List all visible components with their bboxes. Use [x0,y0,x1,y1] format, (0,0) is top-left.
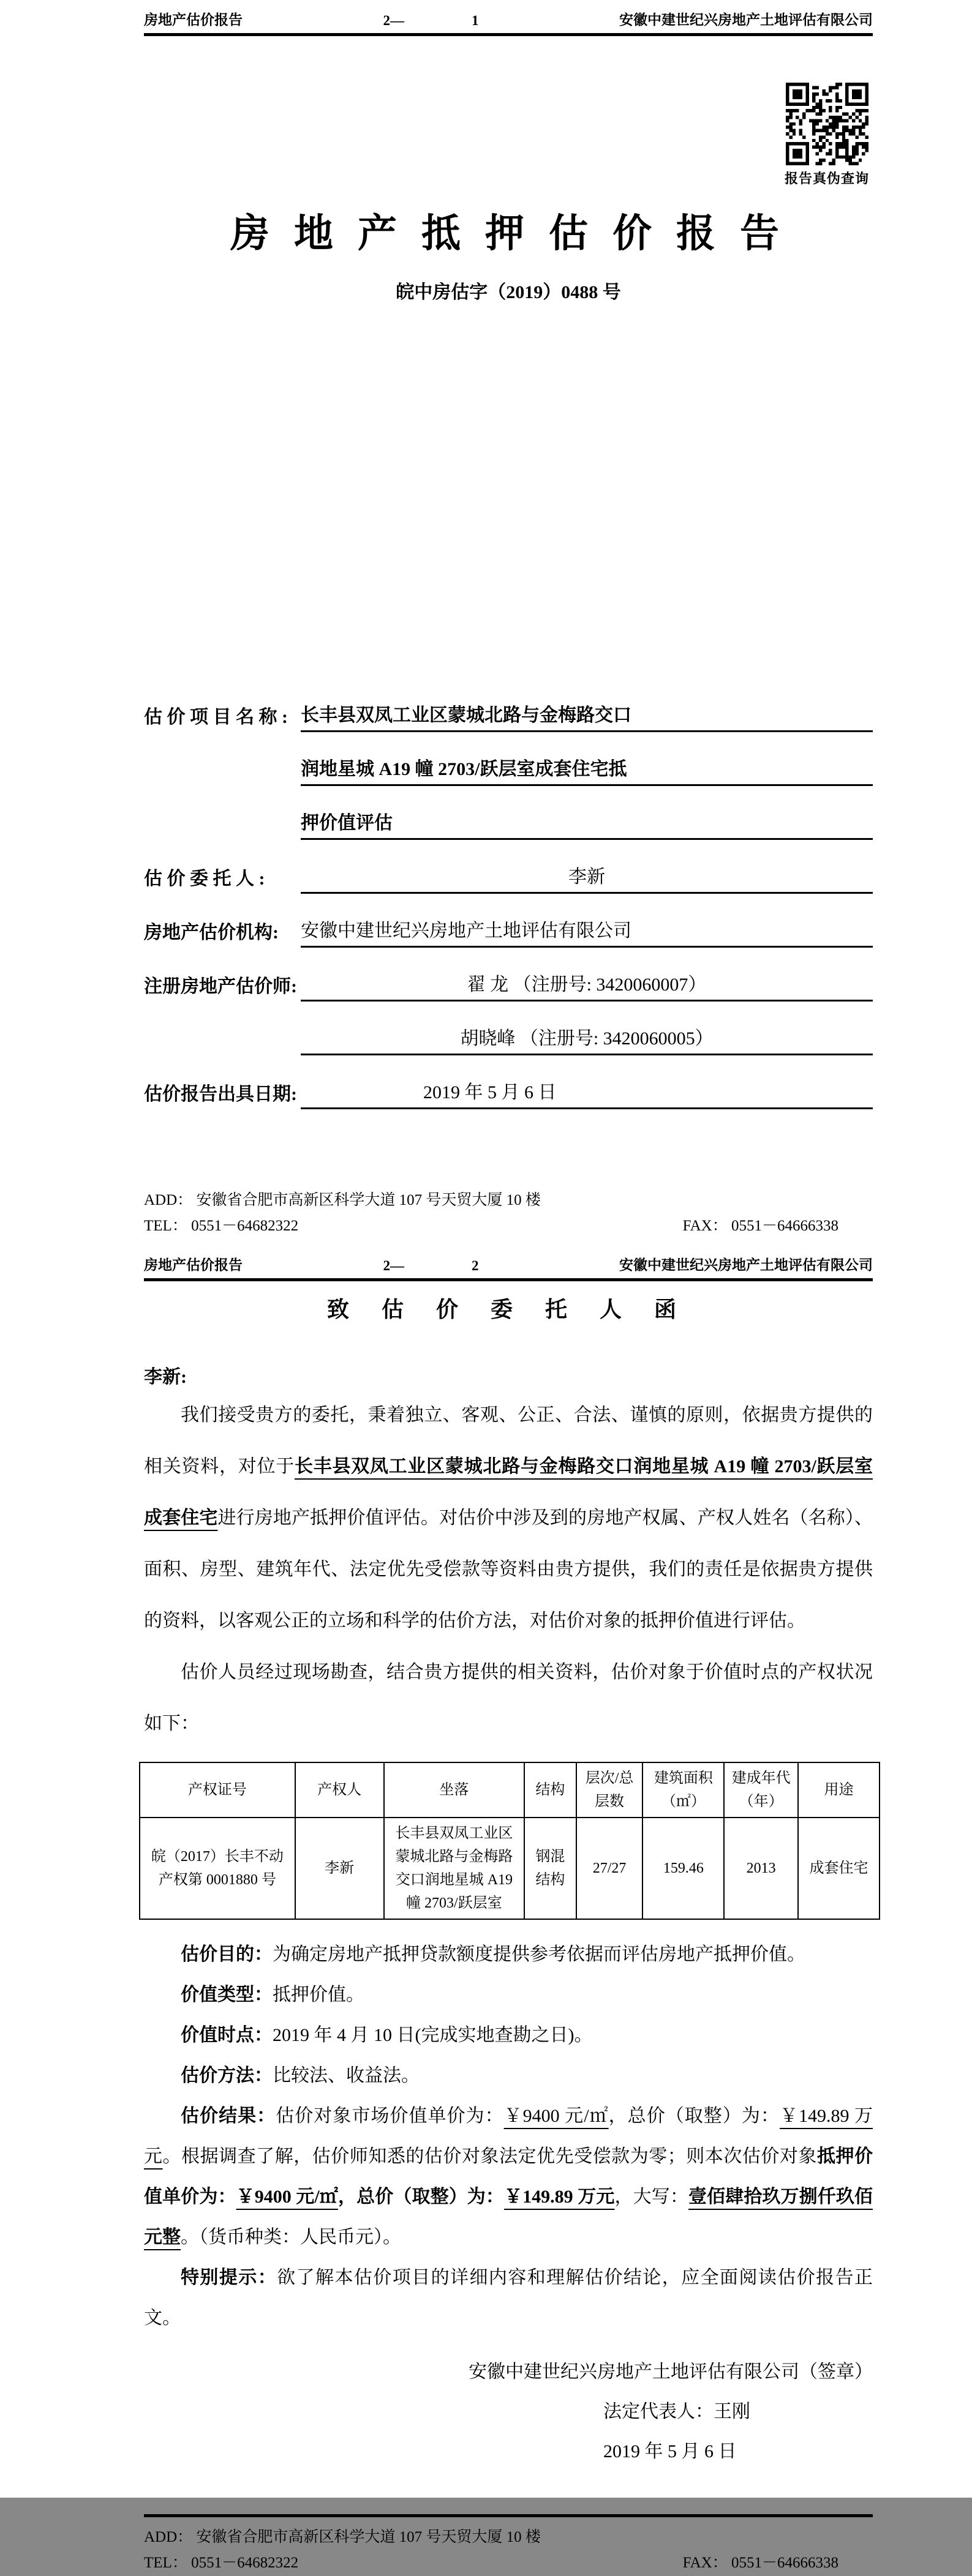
field-label: 估 价 委 托 人 : [144,869,265,889]
field-row-project-name-2 [144,732,873,786]
field-row-appraiser-1 [144,948,873,1002]
col-header-area: 建筑面积（㎡） [642,1762,724,1818]
volume-label: 2— [383,1258,404,1273]
letter-salutation: 李新: [144,1367,187,1387]
doc-number: 皖中房估字（2019）0488 号 [396,282,621,302]
signature-legal-rep: 法定代表人：王刚 [603,2402,750,2422]
field-label [144,1052,301,1055]
amount-in-words: 壹佰肆拾玖万捌仟玖佰元整 [144,2187,873,2247]
col-header-year: 建成年代（年） [724,1762,798,1818]
running-header-center [383,13,479,29]
field-value: 翟 龙 （注册号: 3420060007） [301,969,873,1002]
letter-paragraph-1 [144,1390,873,1647]
field-label: 注册房地产估价师: [144,976,297,997]
note-text: 欲了解本估价项目的详细内容和理解估价结论，应全面阅读估价报告正文。 [144,2267,873,2328]
page1-footer [144,1188,873,1239]
col-header-floor: 层次/总层数 [576,1762,643,1818]
footer-tel: TEL： 0551－64682322 [144,1218,299,1234]
cell-area: 159.46 [642,1818,724,1919]
footer-telfax [144,1213,873,1239]
field-row-appraiser-2 [144,1002,873,1055]
field-value: 押价值评估 [301,807,873,840]
table-row [140,1818,880,1919]
result-text: 。（货币种类：人民币元）。 [181,2227,401,2247]
running-header-left: 房地产估价报告 [144,1257,243,1273]
col-header-owner: 产权人 [295,1762,384,1818]
letter-paragraph-2: 估价人员经过现场勘查，结合贵方提供的相关资料，估价对象于价值时点的产权状况如下： [144,1662,873,1734]
result-text: 。根据调查了解，估价师知悉的估价对象法定优先受偿款为零；则本次估价对象 [162,2146,817,2166]
property-table [139,1762,880,1920]
field-label: 估价报告出具日期: [144,1084,297,1104]
running-header-right: 安徽中建世纪兴房地产土地评估有限公司 [619,12,873,28]
summary-items [144,1934,873,2338]
item-label: 估价方法： [181,2065,273,2086]
field-value: 李新 [301,861,873,894]
result-text: 估价对象市场价值单价为： [276,2106,504,2126]
para1-post: 进行房地产抵押价值评估。对估价中涉及到的房地产权属、产权人姓名（名称）、面积、房型、建筑年代、法定优先受偿款等资料由贵方提供，我们的责任是依据贵方提供的资料，以客观公正的立场和科学的估价方法，对估价对象的抵押价值进行评估。 [144,1508,873,1631]
cell-structure: 钢混结构 [524,1818,576,1919]
qr-code-icon [781,83,873,165]
field-row-issue-date [144,1055,873,1109]
cell-use: 成套住宅 [798,1818,880,1919]
cell-floor: 27/27 [576,1818,643,1919]
item-method [144,2056,873,2096]
item-text: 2019 年 4 月 10 日(完成实地查勘之日)。 [273,2025,593,2045]
footer-fax: FAX： 0551－64666338 [682,1218,838,1234]
running-header-left: 房地产估价报告 [144,12,243,28]
field-value: 胡晓峰 （注册号: 3420060005） [301,1023,873,1055]
running-header-right: 安徽中建世纪兴房地产土地评估有限公司 [619,1257,873,1273]
page-number: 1 [472,13,479,28]
qr-caption: 报告真伪查询 [784,171,869,186]
result-text: ，大写： [614,2187,688,2207]
page1-running-header [144,0,873,36]
cover-fields [144,678,873,1109]
note-label: 特别提示： [181,2267,277,2288]
cell-cert-no: 皖（2017）长丰不动产权第 0001880 号 [140,1818,295,1919]
field-row-project-name [144,678,873,732]
para1-subject: 长丰县双凤工业区蒙城北路与金梅路交口润地星城 A19 幢 2703/跃层室成套住宅 [144,1456,873,1528]
item-text: 为确定房地产抵押贷款额度提供参考依据而评估房地产抵押价值。 [273,1944,805,1964]
page2-footer [144,2514,873,2576]
field-label: 估 价 项 目 名 称 : [144,707,288,727]
item-purpose [144,1934,873,1975]
footer-fax: FAX： 0551－64666338 [682,2555,838,2571]
qr-verification-block [781,83,873,187]
item-text: 比较法、收益法。 [273,2065,420,2086]
result-text-bold: 抵押价值单价为： [144,2146,873,2207]
letter-title: 致 估 价 委 托 人 函 [326,1297,690,1322]
para1-pre: 我们接受贵方的委托，秉着独立、客观、公正、合法、谨慎的原则，依据贵方提供的相关资料，对位于 [144,1405,873,1477]
field-value: 长丰县双凤工业区蒙城北路与金梅路交口 [301,700,873,732]
cell-owner: 李新 [295,1818,384,1919]
item-value-type [144,1975,873,2015]
signature-company: 安徽中建世纪兴房地产土地评估有限公司（签章） [469,2362,873,2382]
result-text: ，总价（取整）为： [608,2106,780,2126]
cell-year: 2013 [724,1818,798,1919]
special-note-paragraph [144,2258,873,2338]
field-row-project-name-3 [144,786,873,840]
result-label: 估价结果： [181,2106,276,2126]
running-header-center [383,1258,479,1274]
col-header-use: 用途 [798,1762,880,1818]
signature-date: 2019 年 5 月 6 日 [603,2441,737,2462]
item-label: 价值时点： [181,2025,273,2045]
field-value: 安徽中建世纪兴房地产土地评估有限公司 [301,915,873,948]
footer-address: ADD： 安徽省合肥市高新区科学大道 107 号天贸大厦 10 楼 [144,2529,541,2545]
result-unit-price: ￥9400 元/㎡ [503,2106,609,2126]
page2-running-header [144,1245,873,1281]
mortgage-total-price: ￥149.89 万元 [504,2187,615,2207]
item-text: 抵押价值。 [273,1985,364,2005]
field-row-client [144,840,873,894]
mortgage-unit-price: ￥9400 元/㎡ [236,2187,338,2207]
footer-telfax [144,2550,873,2576]
table-header-row [140,1762,880,1818]
result-total-price: ￥149.89 万元 [144,2106,873,2166]
cell-location: 长丰县双凤工业区蒙城北路与金梅路交口润地星城 A19 幢 2703/跃层室 [384,1818,525,1919]
col-header-structure: 结构 [524,1762,576,1818]
field-label: 房地产估价机构: [144,923,279,943]
field-row-agency [144,894,873,948]
field-value: 润地星城 A19 幢 2703/跃层室成套住宅抵 [301,754,873,786]
item-label: 估价目的： [181,1944,273,1964]
field-value: 2019 年 5 月 6 日 [301,1077,873,1109]
page-number: 2 [472,1258,479,1273]
col-header-cert-no: 产权证号 [140,1762,295,1818]
footer-tel: TEL： 0551－64682322 [144,2555,299,2571]
appraisal-result-paragraph [144,2096,873,2258]
report-title: 房 地 产 抵 押 估 价 报 告 [230,212,786,255]
col-header-location: 坐落 [384,1762,525,1818]
footer-address: ADD： 安徽省合肥市高新区科学大道 107 号天贸大厦 10 楼 [144,1192,541,1208]
item-value-date [144,2015,873,2056]
volume-label: 2— [383,13,404,28]
field-label [144,836,301,840]
item-label: 价值类型： [181,1985,273,2005]
result-text-bold: ，总价（取整）为： [338,2187,505,2207]
signature-block [144,2352,873,2471]
field-label [144,782,301,786]
